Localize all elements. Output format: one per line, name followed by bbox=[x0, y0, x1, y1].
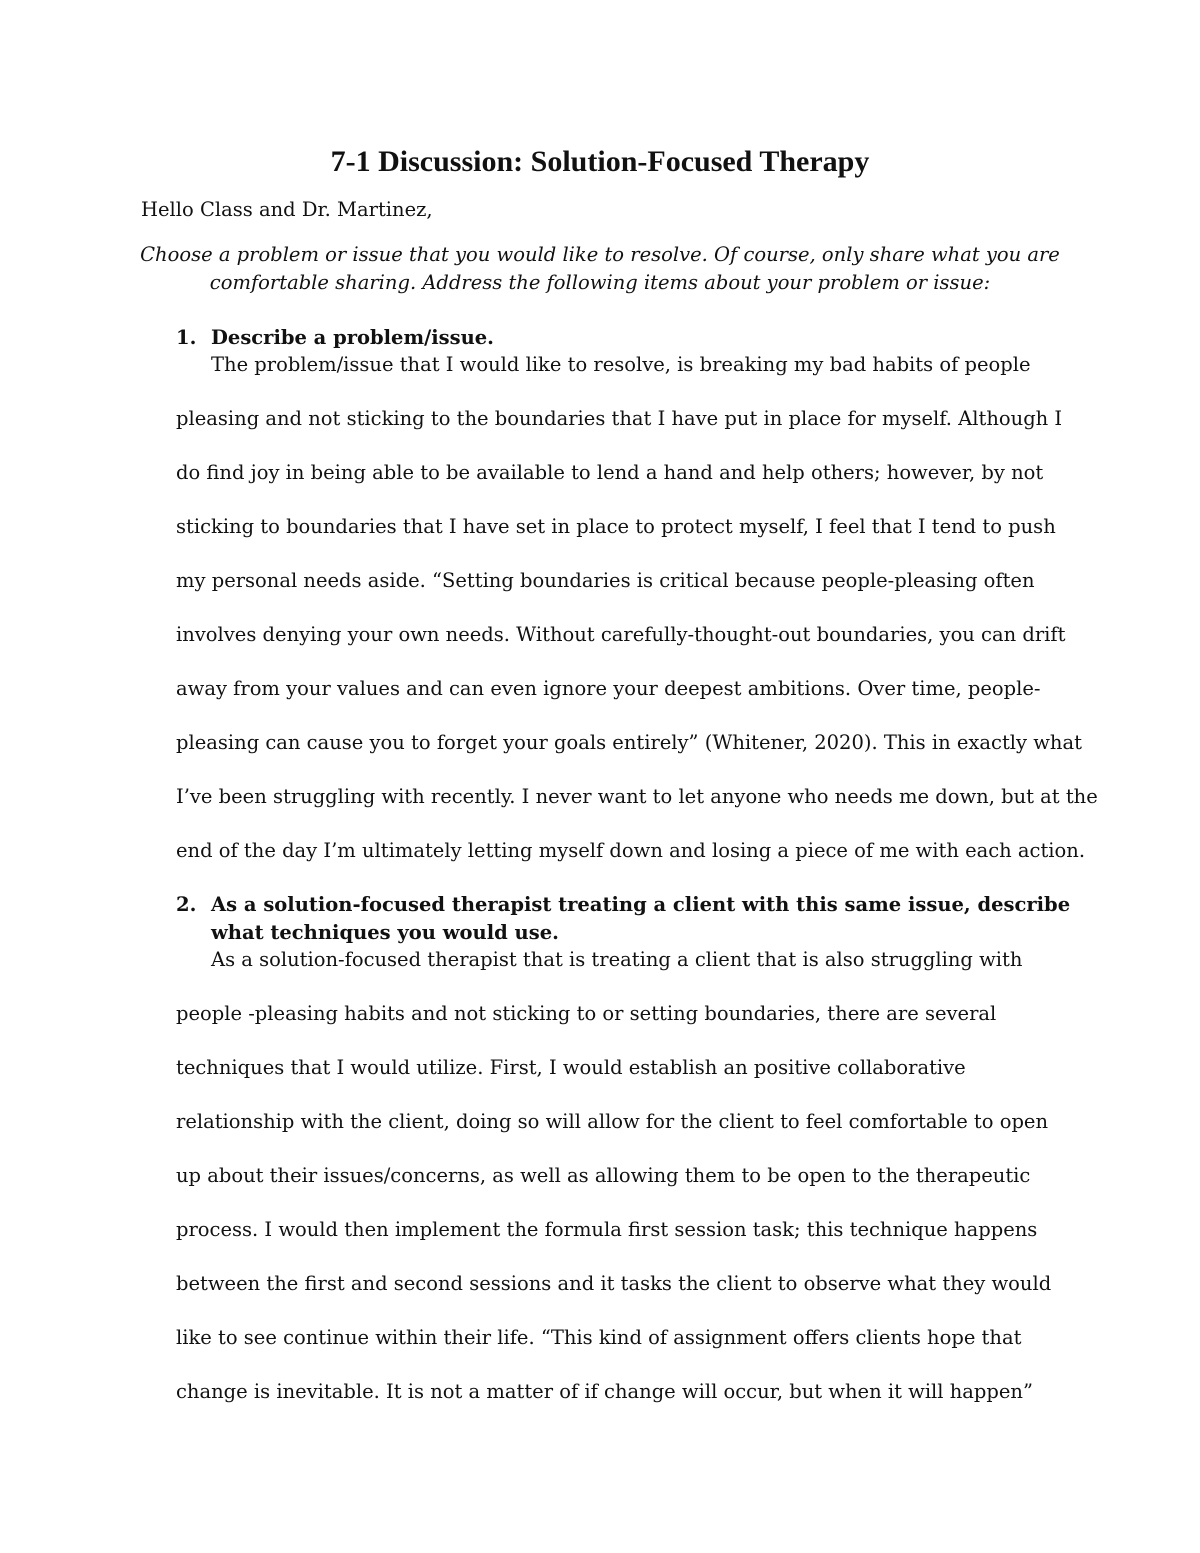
prompt-line: Choose a problem or issue that you would like to resolve. Of course, only share what you are bbox=[140, 243, 1060, 266]
paragraph-line: change is inevitable. It is not a matter of if change will occur, but when it will happen” bbox=[176, 1380, 1033, 1403]
paragraph-line: people -pleasing habits and not sticking to or setting boundaries, there are several bbox=[176, 1002, 997, 1025]
paragraph-line: process. I would then implement the formula first session task; this technique happens bbox=[176, 1218, 1038, 1241]
document-title: 7-1 Discussion: Solution-Focused Therapy bbox=[330, 145, 870, 178]
assignment-prompt bbox=[130, 241, 1070, 297]
paragraph-line: The problem/issue that I would like to resolve, is breaking my bad habits of people bbox=[211, 353, 1031, 376]
paragraph-line: my personal needs aside. “Setting boundaries is critical because people-pleasing often bbox=[176, 569, 1035, 592]
section-number: 1. bbox=[176, 326, 197, 349]
paragraph-line: involves denying your own needs. Without carefully-thought-out boundaries, you can drift bbox=[176, 623, 1066, 646]
paragraph-line: techniques that I would utilize. First, I would establish an positive collaborative bbox=[176, 1056, 966, 1079]
paragraph-line: As a solution-focused therapist that is treating a client that is also struggling with bbox=[211, 948, 1023, 971]
paragraph-line: away from your values and can even ignore your deepest ambitions. Over time, people- bbox=[176, 677, 1041, 700]
paragraph-line: between the first and second sessions and it tasks the client to observe what they would bbox=[176, 1272, 1052, 1295]
greeting: Hello Class and Dr. Martinez, bbox=[141, 198, 433, 221]
prompt-line: comfortable sharing. Address the following items about your problem or issue: bbox=[209, 271, 991, 294]
paragraph-line: do find joy in being able to be available to lend a hand and help others; however, by not bbox=[176, 461, 1044, 484]
paragraph-line: up about their issues/concerns, as well as allowing them to be open to the therapeutic bbox=[176, 1164, 1031, 1187]
section-heading-text: As a solution-focused therapist treating a client with this same issue, describe bbox=[211, 893, 1071, 916]
paragraph-line: end of the day I’m ultimately letting myself down and losing a piece of me with each action. bbox=[176, 839, 1086, 862]
section-heading-text: Describe a problem/issue. bbox=[211, 326, 494, 349]
paragraph-line: sticking to boundaries that I have set in place to protect myself, I feel that I tend to push bbox=[176, 515, 1056, 538]
paragraph-line: pleasing can cause you to forget your goals entirely” (Whitener, 2020). This in exactly what bbox=[176, 731, 1082, 754]
section-heading-text: what techniques you would use. bbox=[211, 921, 559, 944]
paragraph-line: pleasing and not sticking to the boundaries that I have put in place for myself. Although I bbox=[176, 407, 1063, 430]
paragraph-line: like to see continue within their life. “This kind of assignment offers clients hope that bbox=[176, 1326, 1022, 1349]
paragraph-line: I’ve been struggling with recently. I never want to let anyone who needs me down, but at the bbox=[176, 785, 1098, 808]
section-number: 2. bbox=[176, 893, 197, 916]
paragraph-line: relationship with the client, doing so will allow for the client to feel comfortable to open bbox=[176, 1110, 1049, 1133]
